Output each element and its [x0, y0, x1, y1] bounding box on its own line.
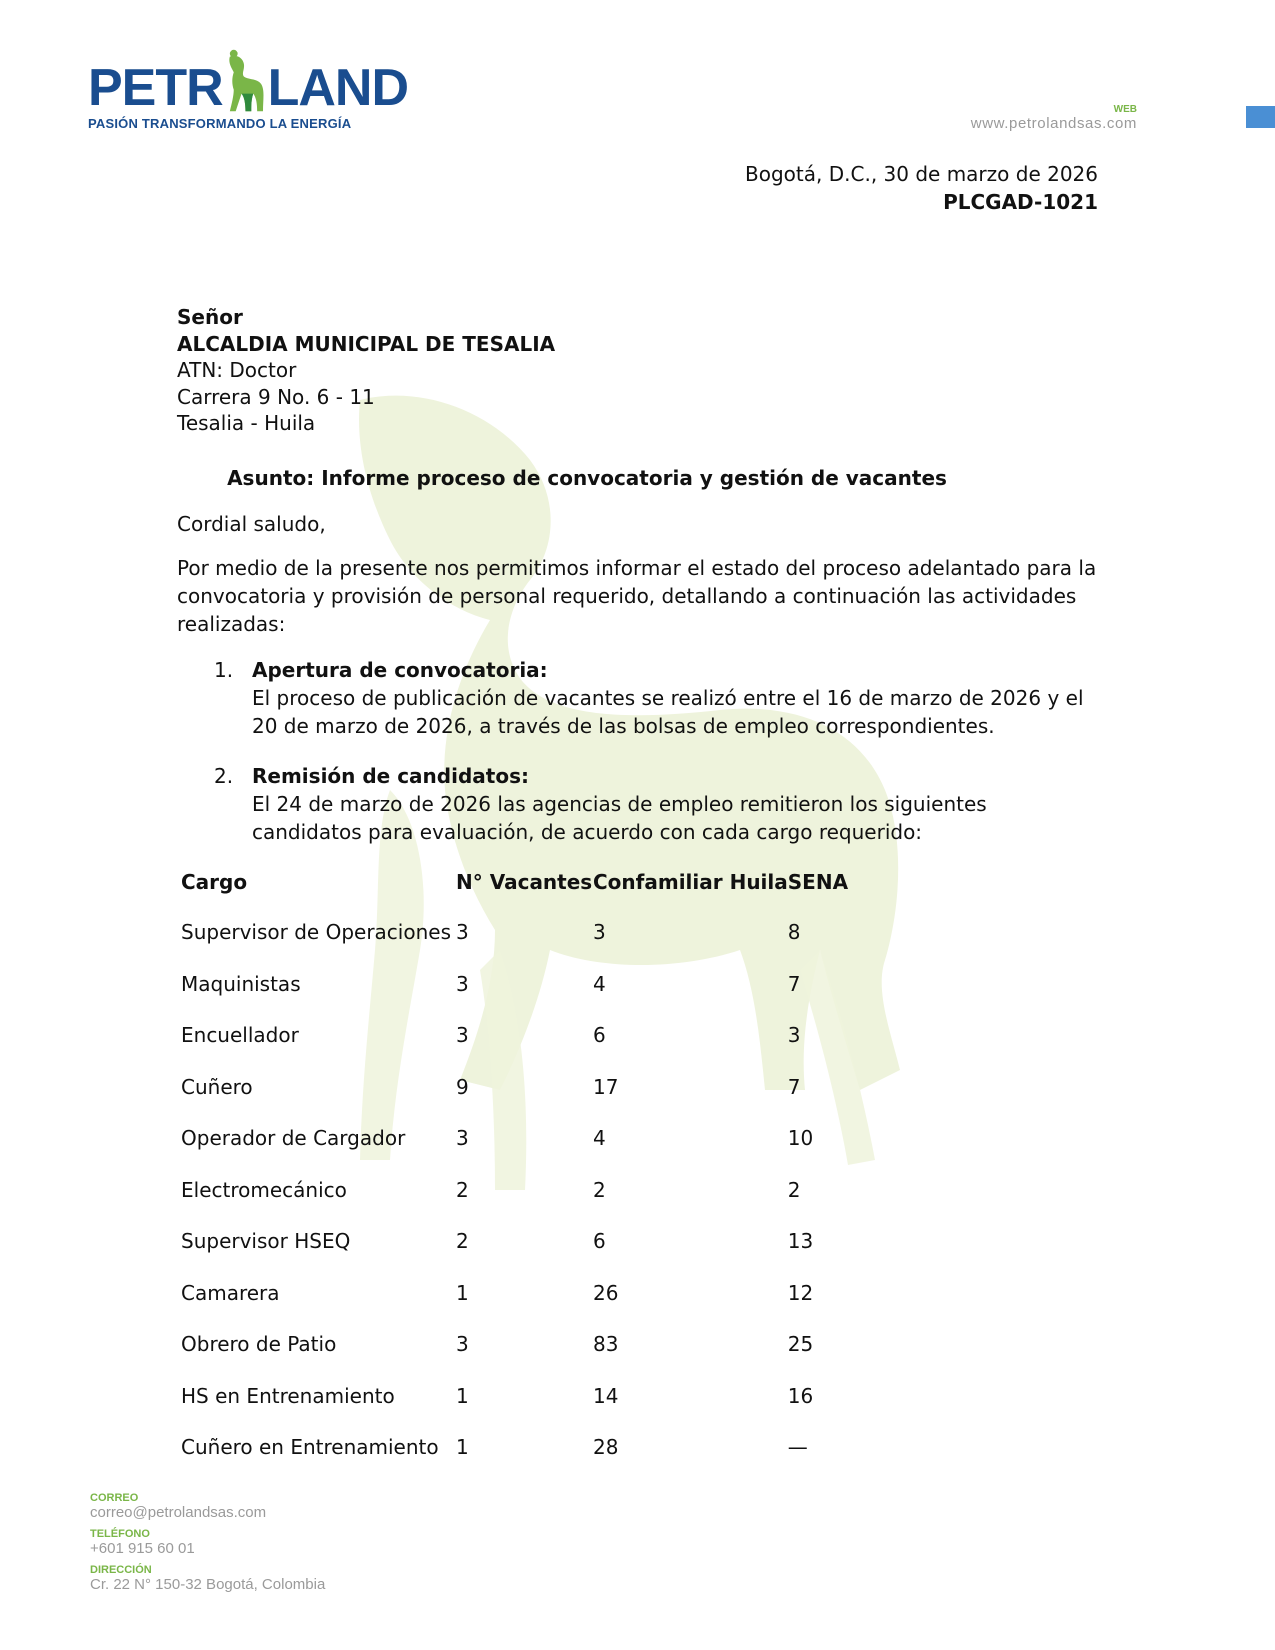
recipient-salutation: Señor [177, 305, 243, 329]
table-row [181, 1061, 848, 1113]
footer-contact [90, 1492, 325, 1600]
subject-line: Asunto: Informe proceso de convocatoria y gestión de vacantes [227, 466, 947, 490]
cell-cargo: Maquinistas [181, 971, 301, 996]
cell-confamiliar: 28 [593, 1435, 619, 1459]
cell-cargo: Electromecánico [181, 1177, 347, 1202]
web-contact [971, 104, 1137, 132]
phone-value: +601 915 60 01 [90, 1540, 195, 1557]
table-row [181, 1421, 848, 1473]
cell-confamiliar: 26 [593, 1280, 619, 1305]
table-row [181, 906, 848, 958]
cell-confamiliar: 17 [593, 1074, 619, 1099]
cell-confamiliar: 3 [593, 920, 606, 944]
cell-sena: 3 [787, 1023, 801, 1047]
cell-confamiliar: 4 [593, 1126, 606, 1150]
cell-vacantes: 3 [456, 1332, 469, 1356]
column-header-confamiliar: Confamiliar Huila [593, 870, 788, 894]
date-block [745, 160, 1098, 216]
address-value: Cr. 22 N° 150-32 Bogotá, Colombia [90, 1576, 326, 1593]
cell-confamiliar: 4 [593, 971, 606, 996]
cell-vacantes: 3 [456, 1126, 469, 1150]
table-row [181, 1164, 848, 1216]
cell-confamiliar: 83 [593, 1332, 619, 1356]
cell-vacantes: 1 [456, 1435, 469, 1459]
cell-sena: 7 [787, 971, 801, 996]
logo-text-left: PETR [88, 59, 223, 117]
cell-sena: 10 [787, 1126, 814, 1150]
cell-cargo: Obrero de Patio [181, 1332, 337, 1356]
table-row [181, 1009, 848, 1061]
list-item-title: Apertura de convocatoria: [252, 658, 548, 682]
cell-vacantes: 3 [456, 1023, 469, 1047]
phone-label: TELÉFONO [90, 1528, 150, 1540]
list-item-title: Remisión de candidatos: [252, 764, 529, 788]
date-line: Bogotá, D.C., 30 de marzo de 2026 [745, 162, 1098, 186]
column-header-cargo: Cargo [181, 870, 248, 894]
list-item [214, 656, 1094, 740]
recipient-organization: ALCALDIA MUNICIPAL DE TESALIA [177, 331, 556, 356]
deer-logo-icon [224, 48, 267, 114]
table-row [181, 1112, 848, 1164]
cell-sena: 7 [787, 1074, 801, 1099]
cell-sena: 12 [787, 1280, 814, 1305]
cell-cargo: Encuellador [181, 1023, 299, 1047]
list-number: 2. [214, 764, 234, 788]
corner-accent-tab [1246, 106, 1275, 128]
logo-text-right: LAND [267, 59, 408, 117]
table-row [181, 1370, 848, 1422]
table-header-row [181, 870, 848, 906]
cell-sena: 13 [787, 1229, 814, 1253]
cell-confamiliar: 2 [593, 1177, 606, 1202]
reference-code: PLCGAD-1021 [943, 190, 1098, 214]
cell-cargo: Supervisor de Operaciones [181, 920, 451, 944]
cell-vacantes: 2 [456, 1177, 469, 1202]
company-logo [88, 44, 408, 131]
cell-vacantes: 3 [456, 971, 469, 996]
recipient-block [177, 304, 555, 437]
recipient-attention: ATN: Doctor [177, 358, 297, 382]
table-row [181, 1215, 848, 1267]
list-item [214, 762, 1094, 846]
logo-tagline: PASIÓN TRANSFORMANDO LA ENERGÍA [88, 116, 352, 131]
cell-cargo: Cuñero [181, 1074, 253, 1099]
web-url: www.petrolandsas.com [970, 115, 1137, 132]
greeting: Cordial saludo, [177, 512, 326, 536]
cell-vacantes: 2 [456, 1229, 469, 1253]
column-header-sena: SENA [787, 870, 849, 894]
intro-paragraph: Por medio de la presente nos permitimos informar el estado del proceso adelantado para la convocatoria y provisión de personal requerido, detallando a continuación las actividades realizadas: [177, 556, 1097, 636]
cell-vacantes: 9 [456, 1074, 469, 1099]
cell-cargo: Camarera [181, 1280, 280, 1305]
list-item-text: El proceso de publicación de vacantes se realizó entre el 16 de marzo de 2026 y el 20 de marzo de 2026, a través de las bolsas de empleo correspondientes. [252, 686, 1084, 738]
cell-vacantes: 1 [456, 1383, 469, 1408]
address-label: DIRECCIÓN [90, 1564, 152, 1576]
cell-confamiliar: 14 [593, 1383, 619, 1408]
cell-cargo: HS en Entrenamiento [181, 1383, 395, 1408]
recipient-address: Carrera 9 No. 6 - 11 [177, 384, 375, 409]
cell-sena: 2 [787, 1177, 801, 1202]
list-number: 1. [214, 658, 234, 682]
cell-sena: 8 [787, 920, 801, 944]
table-row [181, 958, 848, 1010]
logo-wordmark [88, 44, 408, 117]
list-item-text: El 24 de marzo de 2026 las agencias de empleo remitieron los siguientes candidatos para evaluación, de acuerdo con cada cargo requerido: [252, 792, 987, 844]
cell-cargo: Supervisor HSEQ [181, 1229, 351, 1253]
cell-cargo: Cuñero en Entrenamiento [181, 1435, 439, 1459]
cell-sena: 16 [787, 1383, 814, 1408]
cell-confamiliar: 6 [593, 1023, 606, 1047]
column-header-vacantes: N° Vacantes [456, 870, 593, 894]
web-label: WEB [1113, 104, 1137, 115]
cell-confamiliar: 6 [593, 1229, 606, 1253]
cell-vacantes: 3 [456, 920, 469, 944]
cell-sena: 25 [787, 1332, 814, 1356]
recipient-city: Tesalia - Huila [177, 411, 316, 435]
email-value: correo@petrolandsas.com [90, 1504, 267, 1521]
table-row [181, 1267, 848, 1319]
table-row [181, 1318, 848, 1370]
cell-vacantes: 1 [456, 1280, 469, 1305]
cell-cargo: Operador de Cargador [181, 1126, 406, 1150]
candidates-table [181, 870, 848, 1473]
cell-sena: — [787, 1435, 808, 1459]
email-label: CORREO [90, 1492, 139, 1504]
